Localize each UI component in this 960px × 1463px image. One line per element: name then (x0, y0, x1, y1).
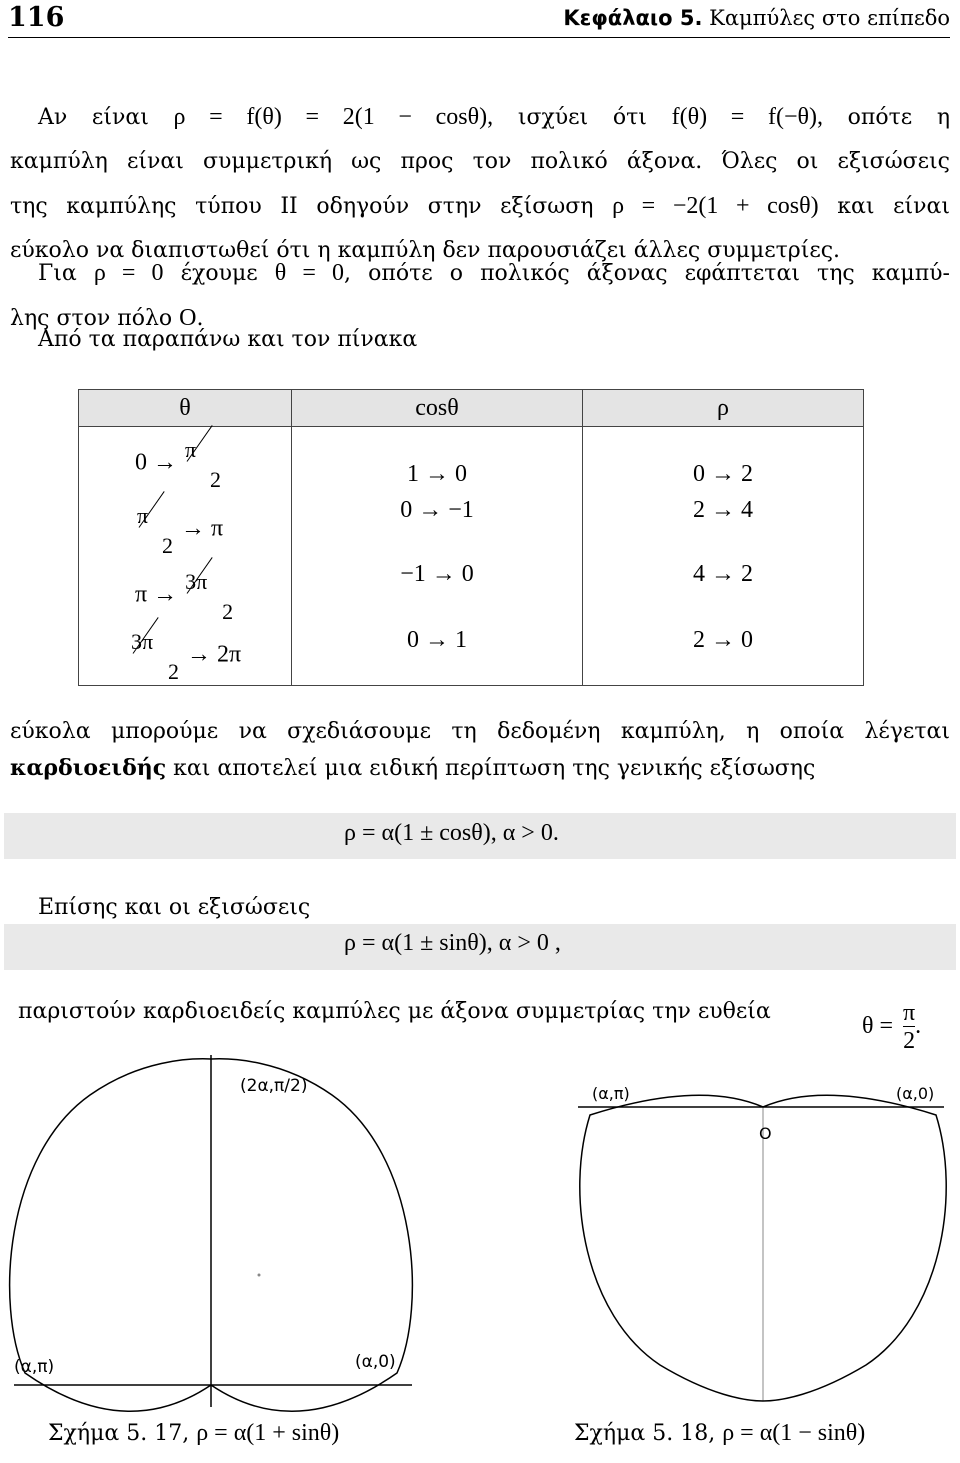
para2-line1 (10, 251, 950, 296)
fraction-numerator: π (903, 1000, 916, 1026)
para2-line2-b: . (196, 306, 204, 331)
para4-line1: εύκολα μπορούμε να σχεδιάσουμε τη δεδομένη καμπύλη, η οποία λέγεται (10, 719, 950, 744)
header-rule (8, 37, 950, 38)
theta-equals: θ = (862, 1013, 894, 1040)
cardioid-figures (0, 1055, 960, 1415)
para4-line2-rest: και αποτελεί μια ειδική περίπτωση της γενικής εξίσωσης (166, 756, 816, 781)
fig1-dot (258, 1274, 261, 1277)
para1-line1 (10, 95, 950, 140)
paragraph-cardioid (10, 714, 950, 787)
theta-row-3: π → 3π 2 (135, 573, 235, 619)
equation-general-cos: ρ = α(1 ± cosθ), α > 0. (344, 820, 559, 846)
equation-general-sin: ρ = α(1 ± sinθ), α > 0 , (344, 930, 561, 956)
fig2-label-right: (α,0) (896, 1084, 935, 1103)
table-header-theta: θ (79, 390, 292, 427)
equation-f-even: f(θ) = f(−θ), (671, 104, 823, 130)
page-number: 116 (8, 2, 65, 33)
figure-5-18 (578, 1084, 946, 1401)
fig1-caption-prefix: Σχήμα 5. 17, (48, 1421, 190, 1446)
para1-holds: ισχύει ότι (517, 105, 647, 130)
equation-rho-f: ρ = f(θ) = 2(1 − cosθ), (173, 104, 494, 130)
table-header-rho: ρ (583, 390, 864, 427)
figure-5-17 (10, 1055, 413, 1411)
rho-row-4: 2 → 0 (693, 627, 753, 653)
para2-for: Για (38, 261, 77, 286)
cos-row-1: 1 → 0 (407, 461, 467, 487)
cos-row-2: 0 → −1 (400, 497, 474, 523)
theta-cells (79, 427, 291, 685)
figure-5-18-caption (574, 1420, 865, 1447)
equation-rho-zero: ρ = 0 (93, 260, 164, 286)
fig1-label-top: (2α,π/2) (240, 1076, 308, 1096)
para1-line4: εύκολο να διαπιστωθεί ότι η καμπύλη δεν παρουσιάζει άλλες συμμετρίες. (10, 238, 841, 263)
rho-row-2: 2 → 4 (693, 497, 753, 523)
fig2-caption-equation: ρ = α(1 − sinθ) (722, 1420, 866, 1446)
table-theta-column (79, 427, 292, 686)
chapter-title: Καμπύλες στο επίπεδο (709, 6, 950, 30)
para2-rest: , οπότε ο πολικός άξονας εφάπτεται της καμπύ- (344, 261, 950, 286)
cos-row-4: 0 → 1 (407, 627, 467, 653)
para2-line2-a: λης στον πόλο (10, 306, 173, 331)
para2-we-have: έχουμε (180, 261, 258, 286)
fig2-label-origin: O (759, 1124, 772, 1143)
term-cardioid: καρδιοειδής (10, 755, 167, 781)
para1-line3 (10, 184, 950, 229)
table-header-row (79, 390, 864, 427)
paragraph-symmetry (10, 95, 950, 273)
table-body-row (79, 427, 864, 686)
para6-text: παριστούν καρδιοειδείς καμπύλες με άξονα συμμετρίας την ευθεία (18, 999, 771, 1024)
fraction-pi-2 (903, 1000, 915, 1055)
fraction-denominator: 2 (903, 1028, 916, 1054)
para1-so: οπότε η (847, 105, 951, 130)
table-rho-column (583, 427, 864, 686)
chapter-heading (563, 6, 950, 30)
fraction-3pi-over-2: 3π 2 (183, 573, 235, 619)
paragraph-table-intro: Από τα παραπάνω και τον πίνακα (38, 327, 418, 352)
fig1-label-left: (α,π) (14, 1357, 55, 1377)
pole-symbol: O (179, 305, 197, 331)
fraction-end: . (915, 1013, 922, 1040)
fraction-pi-over-2: π 2 (183, 441, 223, 487)
theta-row-2: π 2 → π (135, 507, 223, 553)
fig2-caption-prefix: Σχήμα 5. 18, (574, 1421, 716, 1446)
para1-line3-b: και είναι (837, 194, 950, 219)
theta-row-1: 0 → π 2 (135, 441, 223, 487)
para1-line3-a: της καμπύλης τύπου II οδηγούν στην εξίσωση (10, 194, 594, 219)
paragraph-also: Επίσης και οι εξισώσεις (38, 895, 311, 920)
fig1-caption-equation: ρ = α(1 + sinθ) (196, 1420, 340, 1446)
para1-line2: καμπύλη είναι συμμετρική ως προς τον πολικό άξονα. Όλες οι εξισώσεις (10, 149, 950, 174)
fraction-pi-over-2: π 2 (135, 507, 175, 553)
fig1-label-right: (α,0) (355, 1352, 396, 1372)
page-header (8, 2, 950, 34)
paragraph-symmetry-axis (18, 990, 958, 1034)
values-table (78, 389, 864, 686)
theta-row-4: 3π 2 → 2π (129, 633, 241, 679)
para4-line2 (10, 750, 950, 787)
para1-intro: Αν είναι (38, 105, 149, 130)
table-header-cos: cosθ (292, 390, 583, 427)
rho-row-1: 0 → 2 (693, 461, 753, 487)
equation-type-two: ρ = −2(1 + cosθ) (612, 193, 819, 219)
fig2-label-left: (α,π) (592, 1084, 630, 1103)
equation-theta-pi-over-2 (862, 1000, 921, 1055)
figure-5-17-caption (48, 1420, 339, 1447)
fraction-3pi-over-2: 3π 2 (129, 633, 181, 679)
chapter-label: Κεφάλαιο 5. (563, 6, 703, 30)
table-cos-column (292, 427, 583, 686)
cos-row-3: −1 → 0 (400, 561, 474, 587)
equation-theta-zero: θ = 0 (274, 260, 345, 286)
rho-row-3: 4 → 2 (693, 561, 753, 587)
